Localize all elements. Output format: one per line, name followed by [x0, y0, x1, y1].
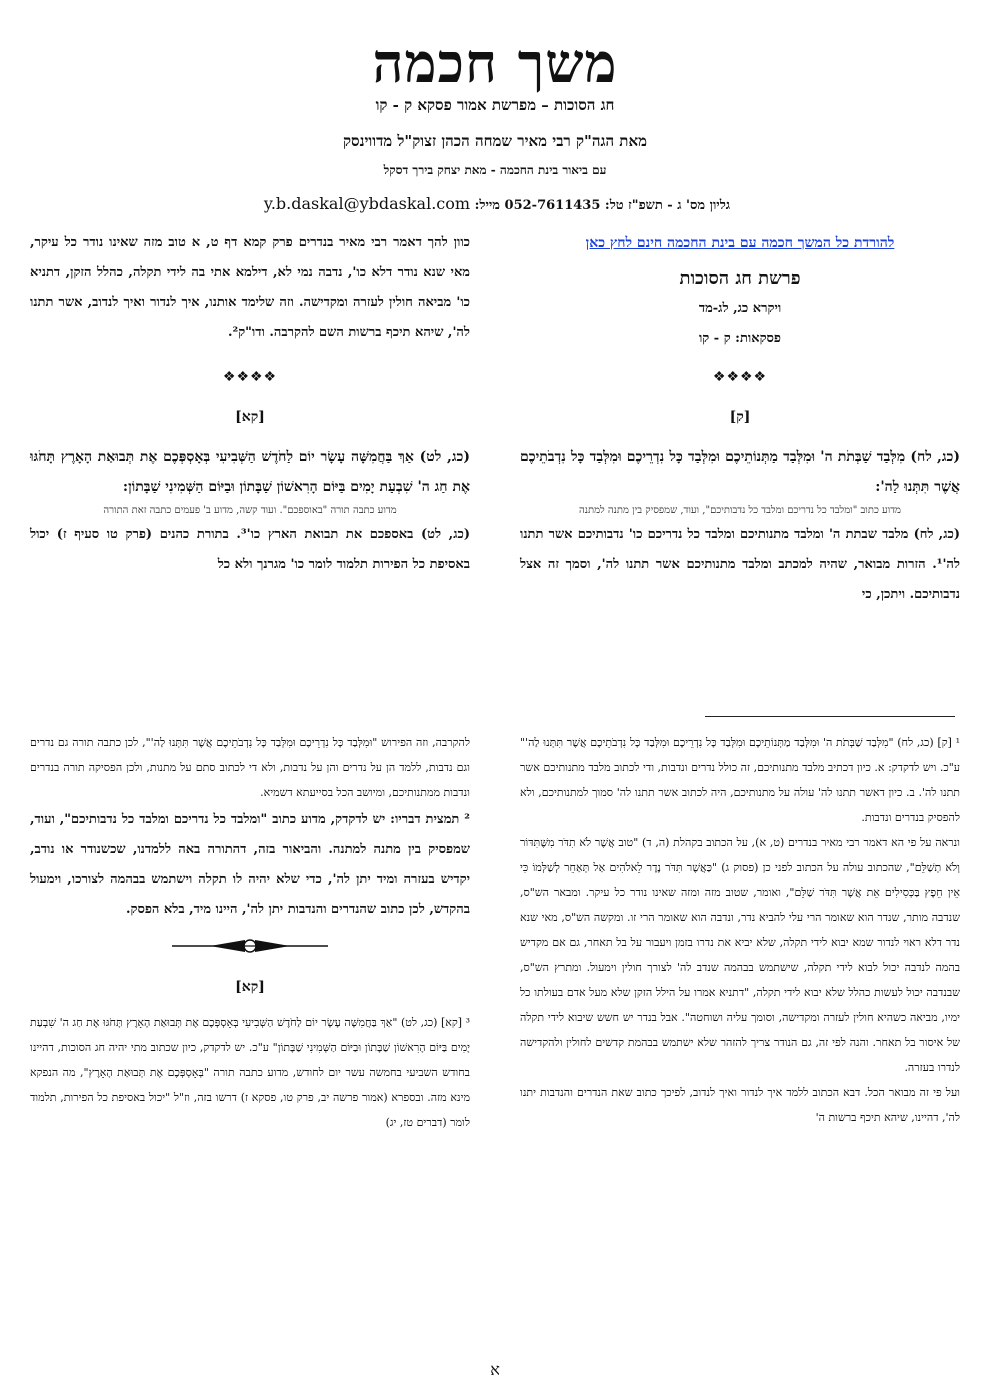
verse-text: (כג, לט) אַךְ בַּחֲמִשָּׁה עָשָׂר יוֹם לַחֹדֶשׁ הַשְּׁבִיעִי בְּאָסְפְּכֶם אֶת תְּבוּאַת הָאָרֶץ תָּחֹגּוּ אֶת חַג ה' שִׁבְעַת יָמִים בַּיּוֹם הָרִאשׁוֹן שַׁבָּתוֹן וּבַיּוֹם הַשְּׁמִינִי שַׁבָּתוֹן:: [30, 449, 470, 495]
footnote-1-continued: להקרבה, וזה הפירוש "וּמִלְּבַד כָּל נִדְרֵיכֶם וּמִלְּבַד כָּל נִדְבֹתֵיכֶם אֲשֶׁר תִּתְּנוּ לַה'", לכן כתבה תורה גם נדרים וגם נדבות, ללמד הן על נדרים והן על נדבות, ולא די לכתוב סתם על מתנות, ולכן הפסיקה תורה בנדרים ונדבות ממתנותיכם, ומיושב הכל בסייעתא דשמיא.: [30, 736, 470, 799]
email-link[interactable]: y.b.daskal@ybdaskal.com: [263, 194, 471, 213]
footnote-bracket: [קא]: [235, 979, 265, 995]
question-note: מדוע כתבה תורה "באוספכם". ועוד קשה, מדוע ב' פעמים כתבה זאת התורה: [103, 505, 397, 516]
paragraphs-ref: פסקאות: ק - קו: [698, 331, 782, 346]
footnote-1-end: ועל פי זה מבואר הכל. דבא הכתוב ללמד איך לנדור ואיך לנדוב, לפיכך כתוב שאת הנדרים והנדבות יתנו לה', דהיינו, שיהא תיכף ברשות ה': [520, 1086, 960, 1124]
verse-text: (כג, לח) מִלְּבַד שַׁבְּתֹת ה' וּמִלְּבַד מַתְּנוֹתֵיכֶם וּמִלְּבַד כָּל נִדְרֵיכֶם וּמִלְּבַד כָּל נִדְבֹתֵיכֶם אֲשֶׁר תִּתְּנוּ לַה':: [520, 449, 960, 495]
verses-ref: ויקרא כג, לג-מד: [698, 301, 782, 316]
footnote-rule: [705, 716, 955, 717]
right-column: [520, 228, 960, 610]
divider: ❖❖❖❖: [712, 369, 768, 385]
ornament-divider-icon: [30, 935, 470, 957]
divider: ❖❖❖❖: [222, 369, 278, 385]
footnotes-left: [30, 730, 470, 1135]
section-bracket: [קא]: [235, 409, 265, 425]
body-text: (כג, לט) באספכם את תבואת הארץ כו'³. בתורת כהנים (פרק טו סעיף ז) יכול באסיפת כל הפירות תלמוד לומר כו' מגרנך ולא כל: [30, 527, 470, 572]
body-text: (כג, לח) מלבד שבתת ה' ומלבד מתנותיכם ומלבד כל נדריכם כו' נדבותיכם אשר תתנו לה'¹. הזרות מבואר, שהיה למכתב ומלבד מתנותיכם אשר תתנו לה', וסמך זה אצל נדבותיכם. ויתכן, כי: [520, 527, 960, 602]
issue-line: [247, 194, 747, 213]
download-link[interactable]: להורדת כל המשך חכמה עם בינת החכמה חינם לחץ כאן: [585, 235, 895, 251]
footnotes-right: [520, 730, 960, 1130]
page-number: א: [490, 1360, 500, 1379]
author-line: מאת הגה"ק רבי מאיר שמחה הכהן זצוק"ל מדווינסק: [343, 132, 647, 150]
body-text-top: כוון להך דאמר רבי מאיר בנדרים פרק קמא דף ט, א טוב מזה שאינו נודר כל עיקר, מאי שנא נודר דלא כו', נדבה נמי לא, דילמא אתי בה לידי תקלה, כהלל הזקן, דתניא כו' מביאה חולין לעזרה ומקדישה. וזה שלימד אותנו, איך לנדור ואיך לנדוב, אשר תתנו לה', שיהא תיכף ברשות השם להקרבה. ודו"ק².: [30, 235, 470, 340]
footnote-2: ² תמצית דבריו: יש לדקדק, מדוע כתוב "ומלבד כל נדריכם ומלבד כל נדבותיכם", ועוד, שמפסיק בין מתנה למתנה. והביאור בזה, דהתורה באה ללמדנו, שכשנודר או נודב, יקדיש בעזרה ומיד יתן לה', כדי שלא יהיה לו תקלה וישתמש בבהמה לצורכו, וימעול בהקדש, לכן כתוב שהנדרים והנדבות יתן לה', היינו מיד, בלא הפסק.: [30, 812, 470, 917]
footnote-1: ¹ [ק] (כג, לח) "מִלְּבַד שַׁבְּתֹת ה' וּמִלְּבַד מַתְּנוֹתֵיכֶם וּמִלְּבַד כָּל נִדְרֵיכֶם וּמִלְּבַד כָּל נִדְבֹתֵיכֶם אֲשֶׁר תִּתְּנוּ לַה'" ע"כ. ויש לדקדק: א. כיון דכתיב מלבד מתנותיכם, זה כולל נדרים ונדבות, ודי לכתוב מלבד מתנותיכם אשר תתנו לה'. ב. כיון דאשר תתנו לה' עולה על מתנותיכם, היה לכתוב אשר תתנו לה' סמוך למתנותיכם, ולא להפסיק בנדרים ונדבות.: [520, 736, 960, 824]
section-title: פרשת חג הסוכות: [679, 268, 801, 289]
page-title: משך חכמה: [372, 31, 618, 95]
question-note: מדוע כתוב "ומלבד כל נדריכם ומלבד כל נדבותיכם", ועוד, שמפסיק בין מתנה למתנה: [579, 505, 901, 516]
commentary-line: עם ביאור בינת החכמה - מאת יצחק בירך דסקל: [383, 163, 607, 177]
footnote-1-cont: ונראה על פי הא דאמר רבי מאיר בנדרים (ט, א), על הכתוב בקהלת (ה, ד) "טוב אֲשֶׁר לֹא תִדֹּר מִשֶּׁתִּדּוֹר וְלֹא תְשַׁלֵּם", שהכתוב עולה על הכתוב לפני כן (פסוק ג) "כַּאֲשֶׁר תִּדֹּר נֶדֶר לֵאלֹהִים אַל תְּאַחֵר לְשַׁלְּמוֹ כִּי אֵין חֵפֶץ בַּכְּסִילִים אֵת אֲשֶׁר תִּדֹּר שַׁלֵּם", ואומר, שטוב מזה ומזה שאינו נודר כל עיקר. ומבאר הש"ס, שנדבה מותר, שנדר הוא שאומר הרי עלי להביא נדר, ונדבה הוא שאומר הרי זו. ומקשה הש"ס, מאי שנא נדר דלא ראוי לנדור שמא יבוא לידי תקלה, שלא יביא את נדרו בזמן ויעבור על בל תאחר, גם אם מקדיש בהמה לנדבה יכול לבוא לידי תקלה, שישתמש בבהמה שנדב לה' לצורך חולין וימעול. ומתרץ הש"ס, שבנדבה יכול לעשות כהלל שלא יבוא לידי תקלה, "דתניא אמרו על הילל הזקן שלא מעל אדם בעולתו כל ימיו, מביאה כשהיא חולין לעזרה ומקדישה, וסומך עליה ושוחטה". אבל בנדר יש חשש שיבוא לידי תקלה של איסור בל תאחר. והנה לפי זה, גם הנודר צריך להזהר שלא ישתמש בבהמת קדשים לחולין ולהקדישה לנדרו בעזרה.: [520, 836, 960, 1074]
left-column: [30, 228, 470, 580]
parsha-line: חג הסוכות – מפרשת אמור פסקא ק - קו: [375, 96, 615, 114]
footnote-3: ³ [קא] (כג, לט) "אַךְ בַּחֲמִשָּׁה עָשָׂר יוֹם לַחֹדֶשׁ הַשְּׁבִיעִי בְּאָסְפְּכֶם אֶת תְּבוּאַת הָאָרֶץ תָּחֹגּוּ אֶת חַג ה' שִׁבְעַת יָמִים בַּיּוֹם הָרִאשׁוֹן שַׁבָּתוֹן וּבַיּוֹם הַשְּׁמִינִי שַׁבָּתוֹן" ע"כ. יש לדקדק, כיון שכתוב מתי יהיה חג הסוכות, דהיינו בחודש השביעי בחמשה עשר יום לחודש, מדוע כתבה תורה "בְּאָסְפְּכֶם אֶת תְּבוּאַת הָאָרֶץ", מה הנפקא מינא מזה. ובספרא (אמור פרשה יב, פרק טו, פסקא ז) דרשו בזה, וז"ל "יכול באסיפת כל הפירות, תלמוד לומר (דברים טז, יג): [30, 1016, 470, 1129]
issue-info: גליון מס' ג - תשפ"ז טל: 052-7611435 מייל:: [474, 198, 731, 213]
section-bracket: [ק]: [729, 409, 751, 425]
